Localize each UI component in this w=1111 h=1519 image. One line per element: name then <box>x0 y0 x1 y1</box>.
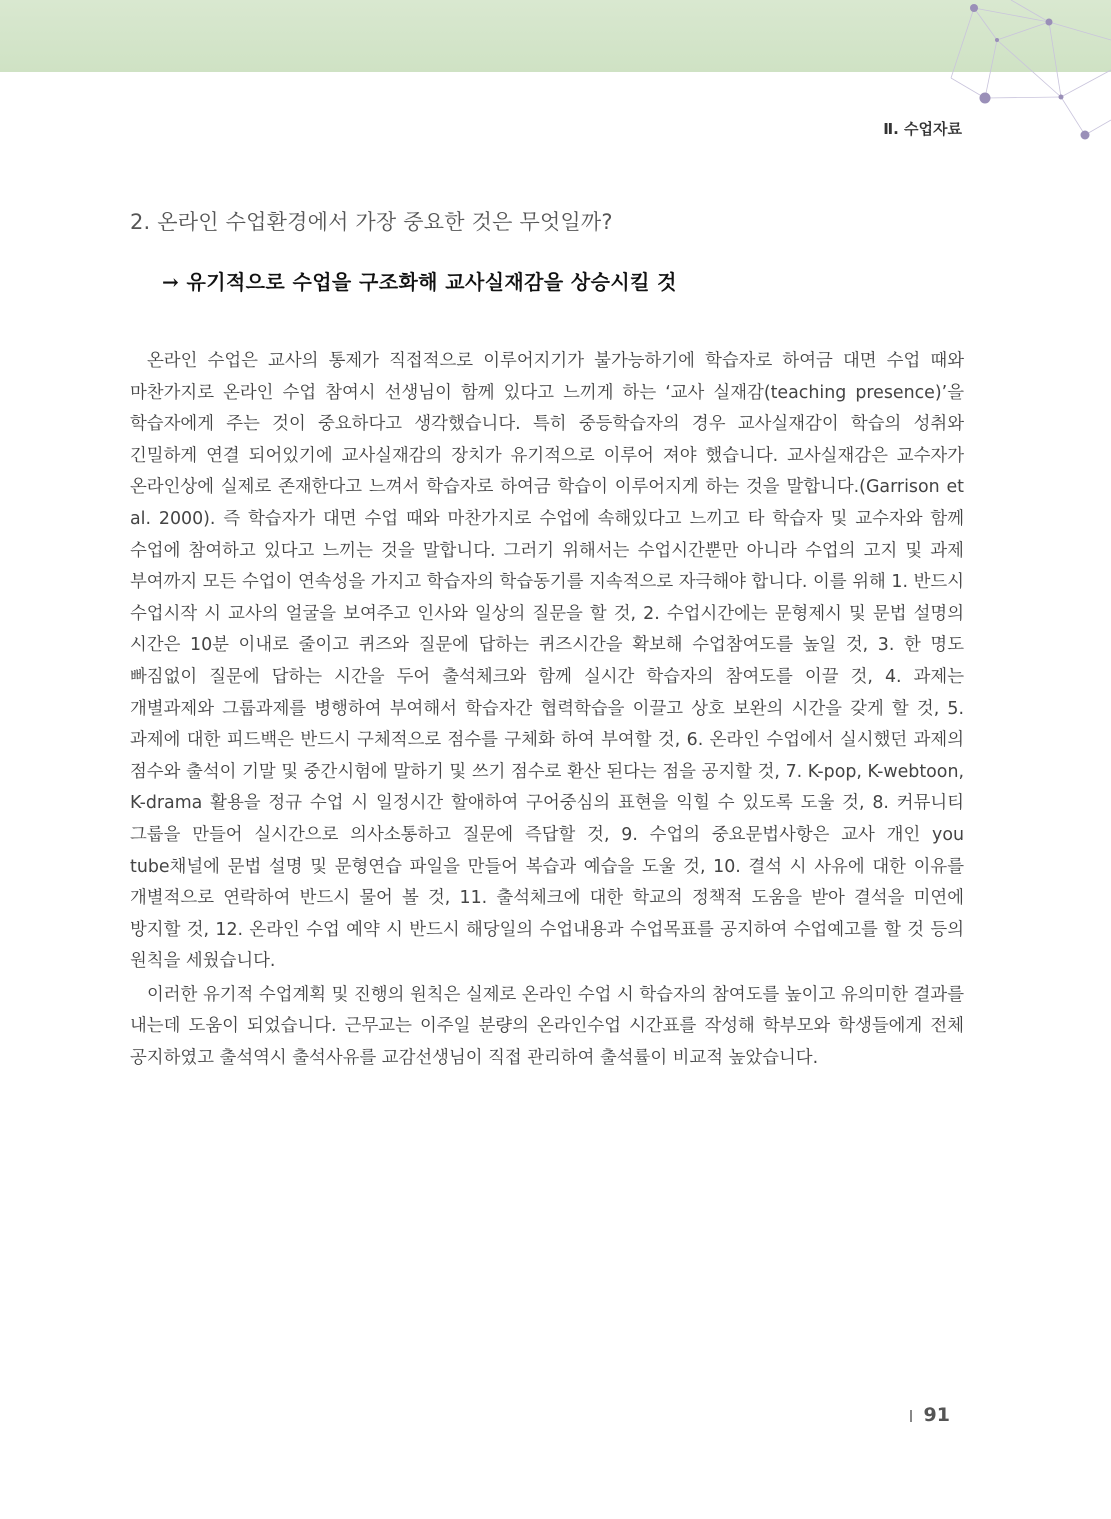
body-paragraph: 이러한 유기적 수업계획 및 진행의 원칙은 실제로 온라인 수업 시 학습자의 참여도를 높이고 유의미한 결과를 내는데 도움이 되었습니다. 근무교는 이주일 분량의 온라인수업 시간표를 작성해 학부모와 학생들에게 전체 공지하였고 출석역시 출석사유를 교감선생님이 직접 관리하여 출석률이 비교적 높았습니다. <box>130 984 964 1069</box>
section-subtitle: → 유기적으로 수업을 구조화해 교사실재감을 상승시킬 것 <box>162 270 677 294</box>
body-text <box>130 346 964 1075</box>
page-number-divider <box>910 1410 912 1422</box>
body-paragraph: 온라인 수업은 교사의 통제가 직접적으로 이루어지기가 불가능하기에 학습자로 하여금 대면 수업 때와 마찬가지로 온라인 수업 참여시 선생님이 함께 있다고 느끼게 하는 ‘교사 실재감(teaching presence)’을 학습자에게 주는 것이 중요하다고 생각했습니다. 특히 중등학습자의 경우 교사실재감이 학습의 성취와 긴밀하게 연결 되어있기에 교사실재감의 장치가 유기적으로 이루어 져야 했습니다. 교사실재감은 교수자가 온라인상에 실제로 존재한다고 느껴서 학습자로 하여금 학습이 이루어지게 하는 것을 말합니다.(Garrison et al. 2000). 즉 학습자가 대면 수업 때와 마찬가지로 수업에 속해있다고 느끼고 타 학습자 및 교수자와 함께 수업에 참여하고 있다고 느끼는 것을 말합니다. 그러기 위해서는 수업시간뿐만 아니라 수업의 고지 및 과제 부여까지 모든 수업이 연속성을 가지고 학습자의 학습동기를 지속적으로 자극해야 합니다. 이를 위해 1. 반드시 수업시작 시 교사의 얼굴을 보여주고 인사와 일상의 질문을 할 것, 2. 수업시간에는 문형제시 및 문법 설명의 시간은 10분 이내로 줄이고 퀴즈와 질문에 답하는 퀴즈시간을 확보해 수업참여도를 높일 것, 3. 한 명도 빠짐없이 질문에 답하는 시간을 두어 출석체크와 함께 실시간 학습자의 참여도를 이끌 것, 4. 과제는 개별과제와 그룹과제를 병행하여 부여해서 학습자간 협력학습을 이끌고 상호 보완의 시간을 갖게 할 것, 5. 과제에 대한 피드백은 반드시 구체적으로 점수를 구체화 하여 부여할 것, 6. 온라인 수업에서 실시했던 과제의 점수와 출석이 기말 및 중간시험에 말하기 및 쓰기 점수로 환산 된다는 점을 공지할 것, 7. K-pop, K-webtoon, K-drama 활용을 정규 수업 시 일정시간 할애하여 구어중심의 표현을 익힐 수 있도록 도울 것, 8. 커뮤니티 그룹을 만들어 실시간으로 의사소통하고 질문에 즉답할 것, 9. 수업의 중요문법사항은 교사 개인 you tube채널에 문법 설명 및 문형연습 파일을 만들어 복습과 예습을 도울 것, 10. 결석 시 사유에 대한 이유를 개별적으로 연락하여 반드시 물어 볼 것, 11. 출석체크에 대한 학교의 정책적 도움을 받아 결석을 미연에 방지할 것, 12. 온라인 수업 예약 시 반드시 해당일의 수업내용과 수업목표를 공지하여 수업예고를 할 것 등의 원칙을 세웠습니다. <box>130 351 964 972</box>
page-number-value: 91 <box>923 1404 950 1426</box>
page-number <box>910 1404 950 1426</box>
section-title: 2. 온라인 수업환경에서 가장 중요한 것은 무엇일까? <box>130 210 613 234</box>
running-header: Ⅱ. 수업자료 <box>883 120 962 138</box>
